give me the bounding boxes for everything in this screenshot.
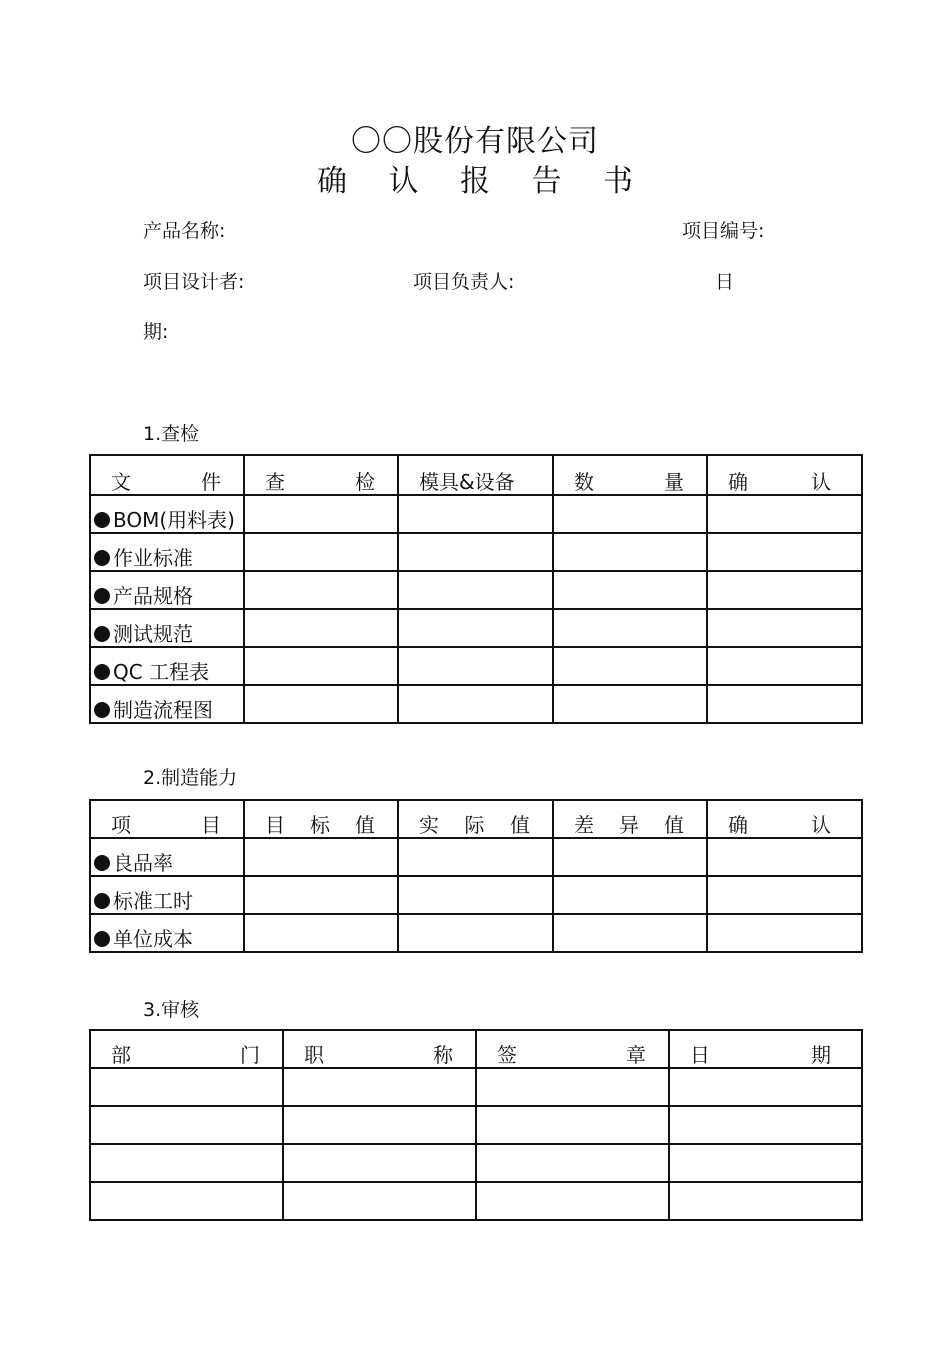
table-cell[interactable] bbox=[244, 495, 398, 533]
table-cell[interactable] bbox=[244, 533, 398, 571]
document-title bbox=[317, 156, 633, 200]
table-row bbox=[90, 609, 862, 647]
table-cell[interactable] bbox=[476, 1068, 669, 1106]
header-cell: 签 章 bbox=[476, 1030, 669, 1068]
table-cell[interactable] bbox=[707, 609, 862, 647]
table-cell[interactable] bbox=[707, 914, 862, 952]
table-cell[interactable] bbox=[244, 914, 398, 952]
bullet-icon bbox=[94, 702, 110, 718]
section-title-inspection: 1.查检 bbox=[143, 423, 200, 445]
table-row bbox=[90, 647, 862, 685]
header-cell: 数 量 bbox=[553, 455, 707, 495]
table-cell[interactable] bbox=[244, 876, 398, 914]
table-cell[interactable] bbox=[90, 1068, 283, 1106]
table-cell[interactable] bbox=[244, 838, 398, 876]
row-label: BOM(用料表) bbox=[90, 495, 244, 533]
header-cell: 文 件 bbox=[90, 455, 244, 495]
row-label: 标准工时 bbox=[90, 876, 244, 914]
section-title-review: 3.审核 bbox=[143, 999, 200, 1021]
table-cell[interactable] bbox=[476, 1106, 669, 1144]
table-cell[interactable] bbox=[398, 685, 553, 723]
row-label: 测试规范 bbox=[90, 609, 244, 647]
table-cell[interactable] bbox=[553, 838, 707, 876]
bullet-icon bbox=[94, 664, 110, 680]
header-cell: 确 认 bbox=[707, 455, 862, 495]
title-char: 报 bbox=[460, 164, 490, 199]
table-cell[interactable] bbox=[553, 609, 707, 647]
table-cell[interactable] bbox=[553, 647, 707, 685]
table-cell[interactable] bbox=[553, 914, 707, 952]
title-char: 认 bbox=[388, 164, 419, 199]
date-label-part2: 期: bbox=[143, 321, 169, 343]
table-row bbox=[90, 1068, 862, 1106]
table-cell[interactable] bbox=[398, 647, 553, 685]
table-cell[interactable] bbox=[398, 838, 553, 876]
table-cell[interactable] bbox=[283, 1144, 476, 1182]
table-row bbox=[90, 876, 862, 914]
header-cell: 实 际 值 bbox=[398, 800, 553, 838]
company-name: 〇〇股份有限公司 bbox=[351, 124, 599, 159]
header-cell: 查 检 bbox=[244, 455, 398, 495]
review-table bbox=[89, 1029, 863, 1221]
table-row bbox=[90, 914, 862, 952]
table-row bbox=[90, 1144, 862, 1182]
table-cell[interactable] bbox=[283, 1182, 476, 1220]
capability-table bbox=[89, 799, 863, 953]
table-cell[interactable] bbox=[476, 1144, 669, 1182]
table-cell[interactable] bbox=[707, 495, 862, 533]
table-cell[interactable] bbox=[553, 876, 707, 914]
table-cell[interactable] bbox=[90, 1106, 283, 1144]
bullet-icon bbox=[94, 893, 110, 909]
project-number-label: 项目编号: bbox=[682, 220, 765, 242]
header-cell: 确 认 bbox=[707, 800, 862, 838]
table-header-row bbox=[90, 455, 862, 495]
table-cell[interactable] bbox=[669, 1068, 862, 1106]
row-label: 良品率 bbox=[90, 838, 244, 876]
table-cell[interactable] bbox=[553, 685, 707, 723]
product-name-label: 产品名称: bbox=[143, 220, 226, 242]
table-cell[interactable] bbox=[398, 609, 553, 647]
table-row bbox=[90, 838, 862, 876]
table-cell[interactable] bbox=[398, 876, 553, 914]
table-cell[interactable] bbox=[707, 876, 862, 914]
table-cell[interactable] bbox=[283, 1106, 476, 1144]
table-cell[interactable] bbox=[707, 571, 862, 609]
table-cell[interactable] bbox=[476, 1182, 669, 1220]
table-cell[interactable] bbox=[669, 1144, 862, 1182]
table-cell[interactable] bbox=[553, 571, 707, 609]
table-cell[interactable] bbox=[244, 647, 398, 685]
table-cell[interactable] bbox=[669, 1106, 862, 1144]
bullet-icon bbox=[94, 931, 110, 947]
bullet-icon bbox=[94, 626, 110, 642]
table-row bbox=[90, 533, 862, 571]
table-cell[interactable] bbox=[244, 685, 398, 723]
header-cell: 职 称 bbox=[283, 1030, 476, 1068]
header-cell: 目 标 值 bbox=[244, 800, 398, 838]
table-cell[interactable] bbox=[553, 533, 707, 571]
table-header-row bbox=[90, 800, 862, 838]
project-owner-label: 项目负责人: bbox=[413, 271, 515, 293]
table-cell[interactable] bbox=[707, 533, 862, 571]
header-cell: 日 期 bbox=[669, 1030, 862, 1068]
inspection-table bbox=[89, 454, 863, 724]
bullet-icon bbox=[94, 550, 110, 566]
table-cell[interactable] bbox=[669, 1182, 862, 1220]
date-label-part1: 日 bbox=[715, 271, 735, 293]
bullet-icon bbox=[94, 855, 110, 871]
title-char: 确 bbox=[317, 164, 347, 199]
table-row bbox=[90, 495, 862, 533]
section-title-capability: 2.制造能力 bbox=[143, 767, 238, 789]
bullet-icon bbox=[94, 512, 110, 528]
table-cell[interactable] bbox=[90, 1144, 283, 1182]
table-cell[interactable] bbox=[398, 914, 553, 952]
title-char: 告 bbox=[531, 164, 562, 199]
table-cell[interactable] bbox=[398, 495, 553, 533]
bullet-icon bbox=[94, 588, 110, 604]
project-designer-label: 项目设计者: bbox=[143, 271, 245, 293]
row-label: 作业标准 bbox=[90, 533, 244, 571]
row-label: QC 工程表 bbox=[90, 647, 244, 685]
table-cell[interactable] bbox=[244, 609, 398, 647]
table-cell[interactable] bbox=[553, 495, 707, 533]
table-header-row bbox=[90, 1030, 862, 1068]
table-cell[interactable] bbox=[244, 571, 398, 609]
table-cell[interactable] bbox=[398, 571, 553, 609]
row-label: 产品规格 bbox=[90, 571, 244, 609]
header-cell: 差 异 值 bbox=[553, 800, 707, 838]
table-cell[interactable] bbox=[283, 1068, 476, 1106]
row-label: 单位成本 bbox=[90, 914, 244, 952]
table-row bbox=[90, 571, 862, 609]
table-cell[interactable] bbox=[707, 685, 862, 723]
table-cell[interactable] bbox=[707, 838, 862, 876]
table-row bbox=[90, 1106, 862, 1144]
table-cell[interactable] bbox=[398, 533, 553, 571]
table-row bbox=[90, 685, 862, 723]
table-cell[interactable] bbox=[707, 647, 862, 685]
header-cell: 部 门 bbox=[90, 1030, 283, 1068]
table-cell[interactable] bbox=[90, 1182, 283, 1220]
title-char: 书 bbox=[603, 164, 633, 199]
table-row bbox=[90, 1182, 862, 1220]
row-label: 制造流程图 bbox=[90, 685, 244, 723]
header-cell: 项 目 bbox=[90, 800, 244, 838]
header-cell: 模具&设备 bbox=[398, 455, 553, 495]
